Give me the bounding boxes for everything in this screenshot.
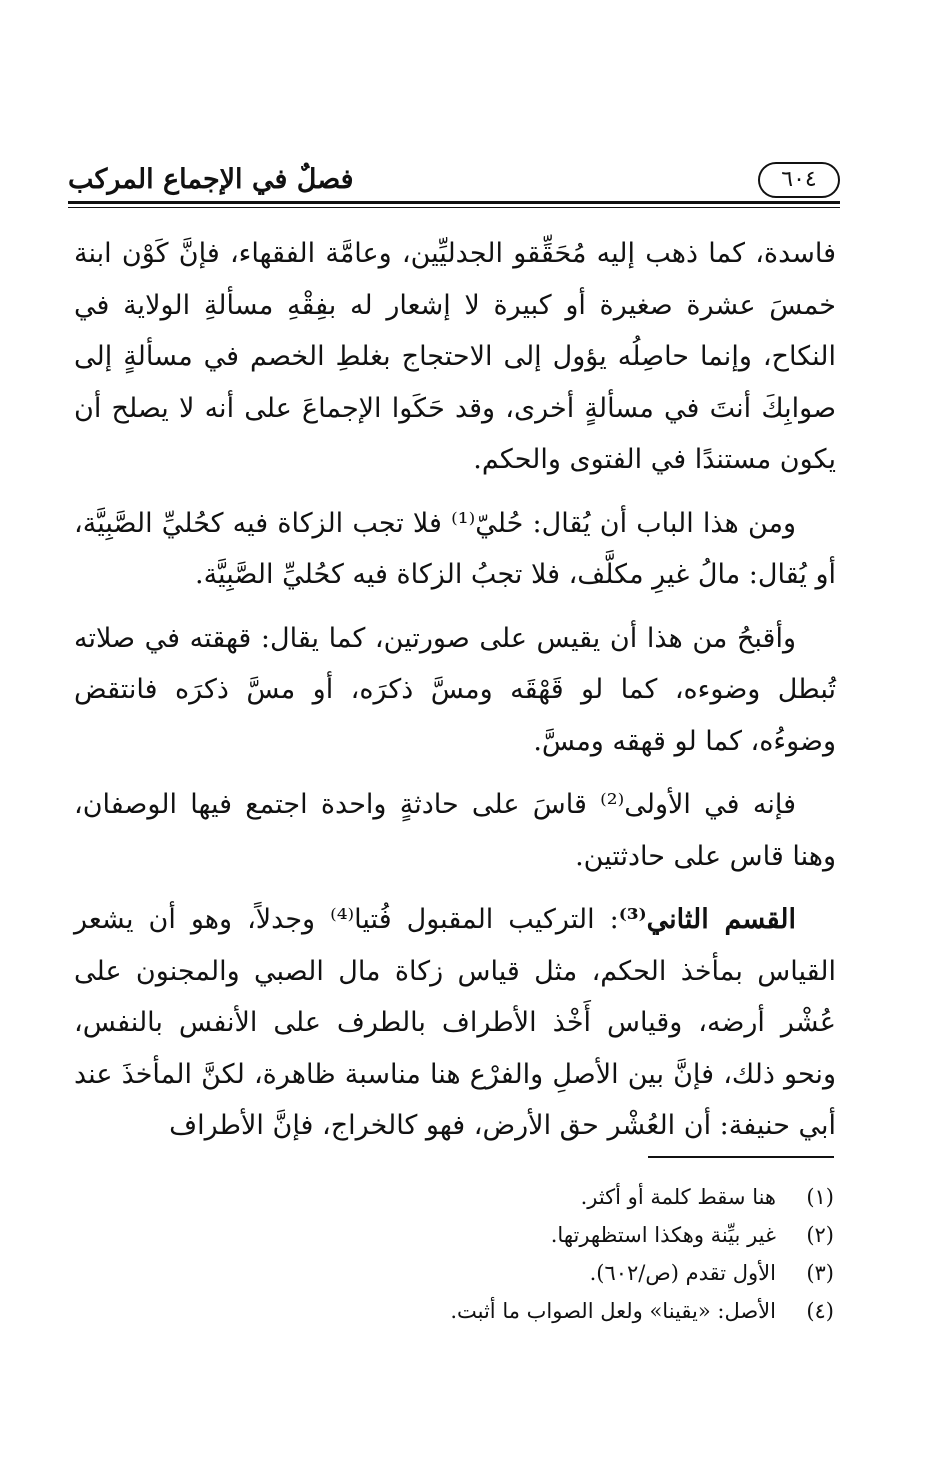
paragraph-4: فإنه في الأولى⁽²⁾ قاسَ على حادثةٍ واحدة اجتمع فيها الوصفان، وهنا قاس على حادثتين. [74,789,836,872]
running-title: فصلٌ في الإجماع المركب [68,164,354,195]
footnote-4 [300,1292,834,1330]
paragraph-5-text: : التركيب المقبول فُتيا⁽⁴⁾ وجدلاً، وهو أن يشعر القياس بمأخذ الحكم، مثل قياس زكاة مال الصبي والمجنون على عُشْر أرضه، وقياس أَخْذ الأطراف بالطرف على الأنفس بالنفس، ونحو ذلك، فإنَّ بين الأصلِ والفرْع هنا مناسبة ظاهرة، لكنَّ المأخذَ عند أبي حنيفة: أن العُشْر حق الأرض، فهو كالخراج، فإنَّ الأطراف [74,904,836,1141]
footnote-mark: (٢) [806,1223,834,1247]
footnote-mark: (١) [806,1185,834,1209]
section-lead-term: القسم الثاني⁽³⁾ [618,904,796,935]
footnote-text: هنا سقط كلمة أو أكثر. [580,1185,776,1209]
header-rule [68,201,840,204]
footnote-text: الأصل: «يقينا» ولعل الصواب ما أثبت. [450,1299,776,1323]
page-header [68,158,840,202]
paragraph-3: وأقبحُ من هذا أن يقيس على صورتين، كما يقال: قهقته في صلاته تُبطل وضوءه، كما لو قَهْقَه ومسَّ ذكرَه، أو مسَّ ذكرَه فانتقض وضوءُه، كما لو قهقه ومسَّ. [74,622,836,757]
page-number-badge: ٦٠٤ [758,162,840,198]
footnote-1 [300,1178,834,1216]
paragraph-2: ومن هذا الباب أن يُقال: حُليّ⁽¹⁾ فلا تجب الزكاة فيه كحُليِّ الصَّبِيَّة، أو يُقال: مالُ غيرِ مكلَّف، فلا تجبُ الزكاة فيه كحُليِّ الصَّبِيَّة. [74,507,836,590]
footnotes [300,1178,834,1330]
body-text [74,228,836,1164]
footnote-rule [648,1156,834,1158]
header-rule-thin [68,207,840,208]
footnote-mark: (٣) [806,1261,834,1285]
footnote-text: غير بيِّنة وهكذا استظهرتها. [550,1223,776,1247]
footnote-3 [300,1254,834,1292]
paragraph-5 [74,894,836,1152]
footnote-2 [300,1216,834,1254]
footnote-text: الأول تقدم (ص/٦٠٢). [589,1261,776,1285]
footnote-mark: (٤) [806,1299,834,1323]
paragraph-1: فاسدة، كما ذهب إليه مُحَقِّقو الجدليِّين، وعامَّة الفقهاء، فإنَّ كَوْن ابنة خمسَ عشرة صغيرة أو كبيرة لا إشعار له بفِقْهِ مسألةِ الولاية في النكاح، وإنما حاصِلُه يؤول إلى الاحتجاج بغلطِ الخصم في مسألةٍ إلى صوابِكَ أنتَ في مسألةٍ أخرى، وقد حَكَوا الإجماعَ على أنه لا يصلح أن يكون مستندًا في الفتوى والحكم. [74,238,836,475]
